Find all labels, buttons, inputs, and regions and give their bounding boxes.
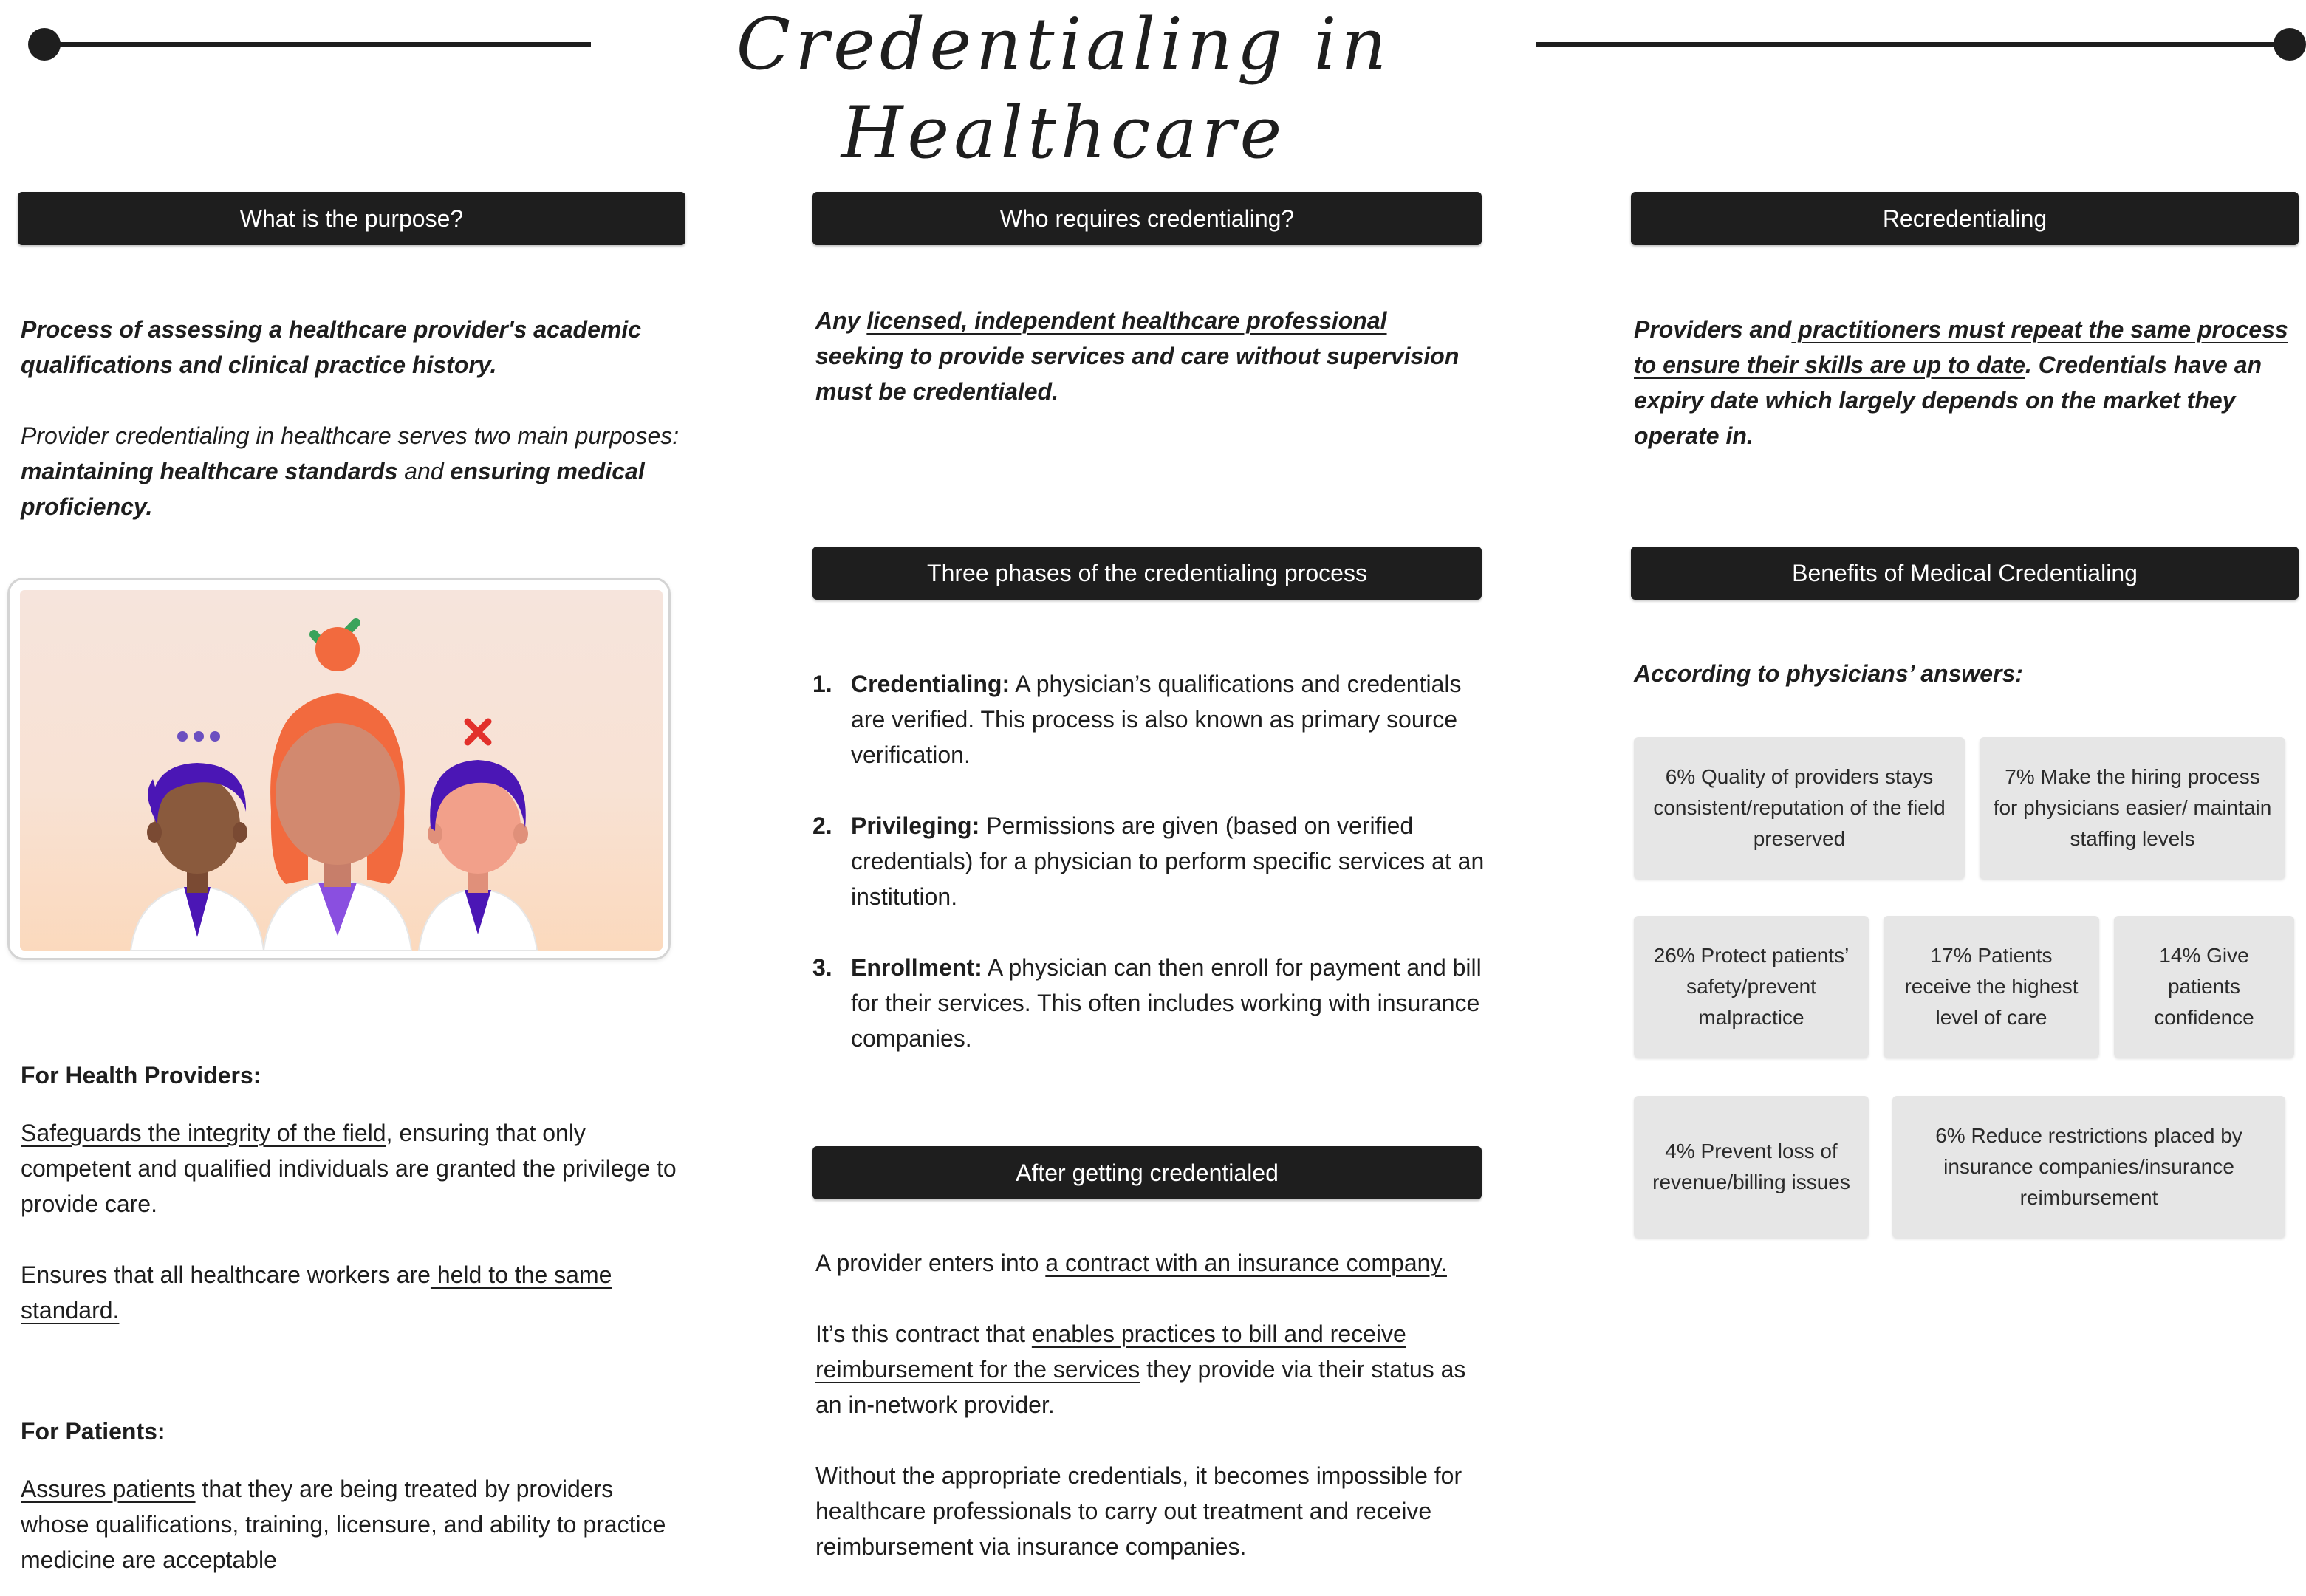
after-text [815, 1245, 1488, 1564]
phase-number: 1. [812, 671, 832, 697]
title-line-right [1522, 42, 2290, 47]
phase-term: Privileging: [851, 812, 980, 839]
phase-term: Credentialing: [851, 671, 1010, 697]
phase-number: 2. [812, 812, 832, 839]
same-standard-link[interactable]: held to the same standard. [21, 1261, 612, 1323]
after-p2-a: It’s this contract that [815, 1321, 1032, 1347]
after-p1 [815, 1245, 1488, 1281]
purpose-standards: maintaining healthcare standards [21, 458, 398, 484]
page-title: Credentialing in Healthcare [591, 0, 1536, 89]
licensed-professional-link[interactable]: licensed, independent healthcare professional [866, 307, 1387, 334]
health-providers-section [21, 1058, 685, 1328]
who-text [815, 303, 1480, 409]
assures-patients-link[interactable]: Assures patients [21, 1476, 196, 1502]
title-dot-left [28, 28, 61, 61]
after-p2 [815, 1316, 1488, 1422]
phase-text: A physician can then enroll for payment and bill for their services. This often includes working with insurance companies. [851, 954, 1482, 1052]
phase-item [812, 950, 1485, 1056]
recred-a: Providers and [1634, 316, 1792, 343]
repeat-process-link[interactable]: practitioners must repeat the same process to ensure their skills are up to date [1634, 316, 2288, 378]
purpose-summary [21, 418, 685, 524]
health-providers-p1 [21, 1115, 685, 1222]
purpose-definition: Process of assessing a healthcare provider's academic qualifications and clinical practice history. [21, 316, 642, 378]
after-p1-a: A provider enters into [815, 1250, 1046, 1276]
health-providers-p2-a: Ensures that all healthcare workers are [21, 1261, 431, 1288]
patients-p1-rest: that they are being treated by providers whose qualifications, training, licensure, and ability to practice medicine are acceptable [21, 1476, 666, 1573]
recred-text [1634, 312, 2299, 453]
who-b: seeking to provide services and care without supervision must be credentialed. [815, 343, 1460, 405]
doctors-illustration [20, 590, 663, 951]
recred-header: Recredentialing [1631, 192, 2299, 245]
purpose-summary-a: Provider credentialing in healthcare serves two main purposes: [21, 422, 680, 449]
recred-b: . Credentials have an expiry date which largely depends on the market they operate in. [1634, 352, 2262, 449]
title-line-left [30, 42, 606, 47]
phase-text: A physician’s qualifications and credentials are verified. This process is also known as primary source verification. [851, 671, 1462, 768]
title-dot-right [2274, 28, 2306, 61]
patients-p1 [21, 1471, 685, 1578]
phase-text: Permissions are given (based on verified credentials) for a physician to perform specific services at an institution. [851, 812, 1485, 910]
benefit-tile: 6% Reduce restrictions placed by insurance companies/insurance reimbursement [1892, 1096, 2285, 1238]
patients-heading: For Patients: [21, 1418, 165, 1445]
benefits-header: Benefits of Medical Credentialing [1631, 547, 2299, 600]
ellipsis-icon [177, 731, 220, 742]
benefit-tile: 14% Give patients confidence [2114, 916, 2294, 1058]
after-p2-b: they provide via their status as an in-network provider. [815, 1356, 1466, 1418]
phase-item [812, 808, 1485, 914]
integrity-link[interactable]: Safeguards the integrity of the field [21, 1120, 386, 1146]
insurance-contract-link[interactable]: a contract with an insurance company. [1045, 1250, 1447, 1276]
phase-number: 3. [812, 954, 832, 981]
bill-reimbursement-link[interactable]: enables practices to bill and receive reimbursement for the services [815, 1321, 1406, 1383]
purpose-proficiency: ensuring medical proficiency. [21, 458, 645, 520]
purpose-summary-c: and [397, 458, 451, 484]
benefit-tile: 6% Quality of providers stays consistent/reputation of the field preserved [1634, 737, 1965, 879]
benefit-tile: 4% Prevent loss of revenue/billing issues [1634, 1096, 1869, 1238]
health-providers-p2 [21, 1257, 685, 1328]
who-header: Who requires credentialing? [812, 192, 1482, 245]
benefits-subtitle: According to physicians’ answers: [1634, 660, 2023, 687]
illustration-card [7, 578, 671, 960]
benefit-tile: 26% Protect patients’ safety/prevent malpractice [1634, 916, 1869, 1058]
after-p3: Without the appropriate credentials, it becomes impossible for healthcare professionals to carry out treatment and receive reimbursement via insurance companies. [815, 1462, 1462, 1560]
patients-section [21, 1414, 685, 1578]
phases-header: Three phases of the credentialing process [812, 547, 1482, 600]
health-providers-heading: For Health Providers: [21, 1062, 261, 1089]
purpose-header: What is the purpose? [18, 192, 685, 245]
phase-term: Enrollment: [851, 954, 982, 981]
after-header: After getting credentialed [812, 1146, 1482, 1199]
benefit-tile: 7% Make the hiring process for physicians easier/ maintain staffing levels [1980, 737, 2285, 879]
who-a: Any [815, 307, 867, 334]
purpose-text [21, 312, 685, 524]
health-providers-p1-rest: , ensuring that only competent and qualified individuals are granted the privilege to provide care. [21, 1120, 677, 1217]
benefit-tile: 17% Patients receive the highest level of care [1884, 916, 2099, 1058]
phase-item [812, 666, 1485, 773]
